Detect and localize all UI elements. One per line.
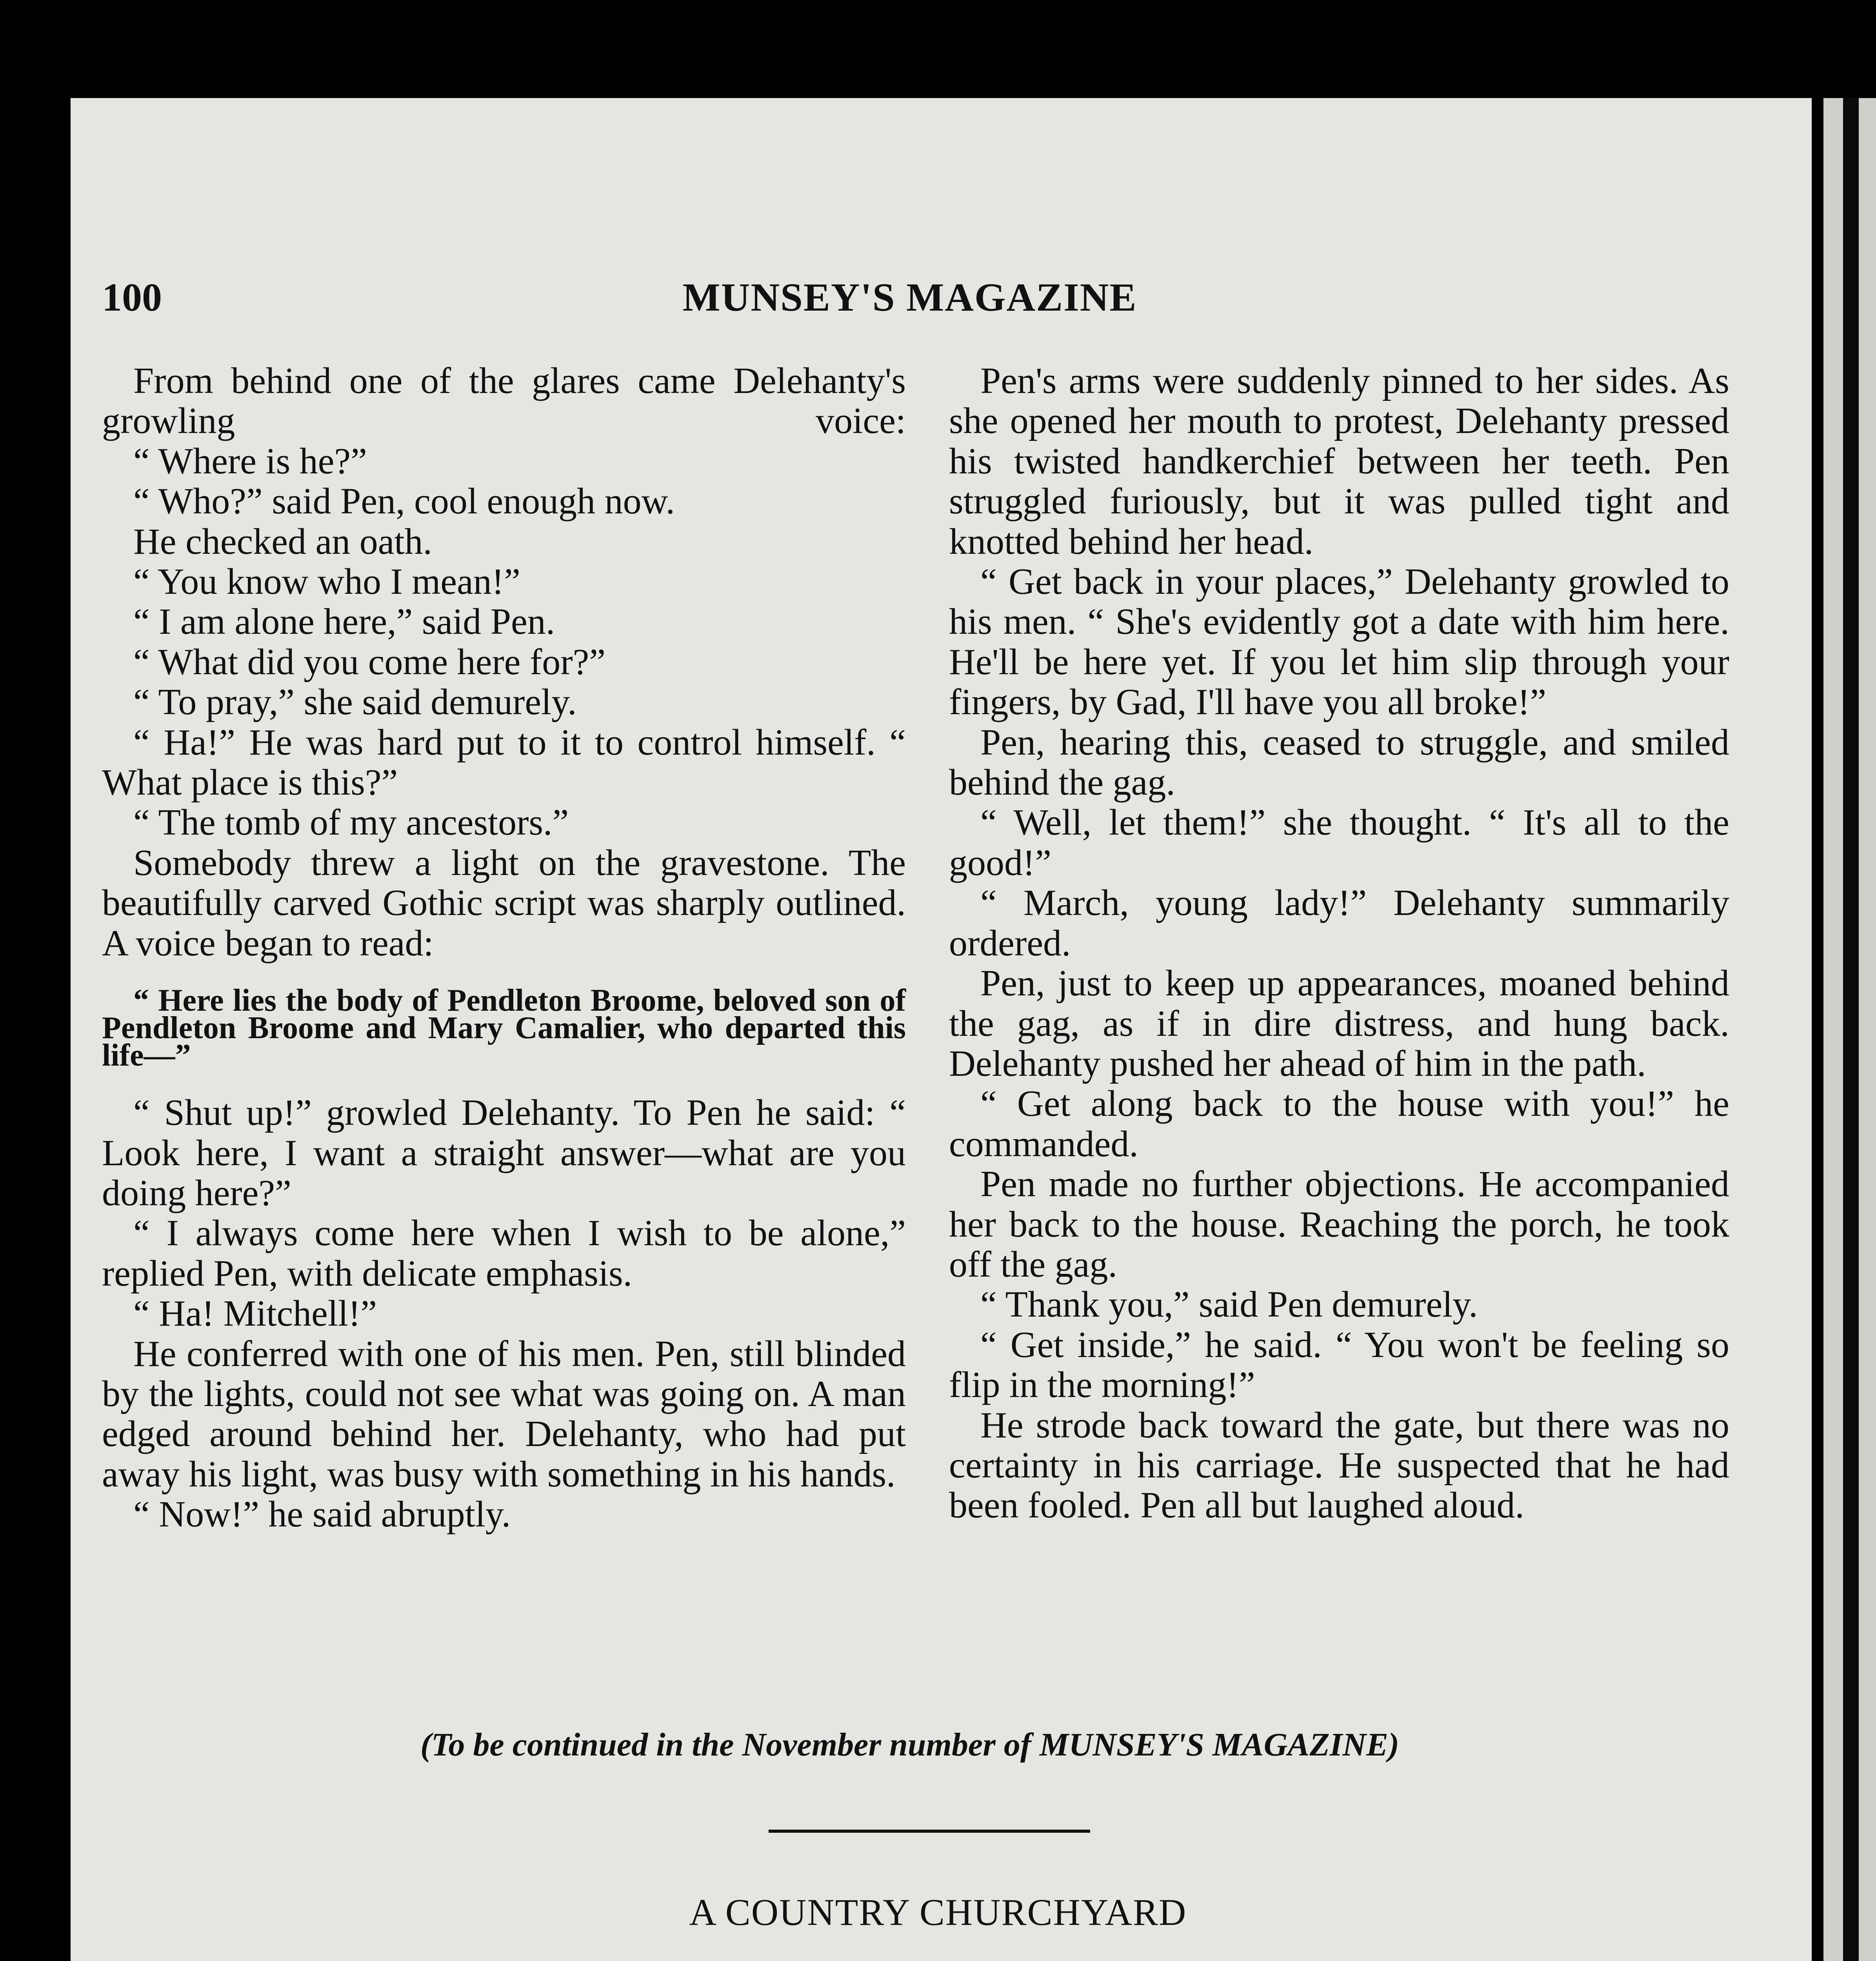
paragraph: He strode back toward the gate, but there was no certainty in his carriage. He suspected that he had been fooled. Pen all but laughed aloud.: [949, 1404, 1729, 1526]
paragraph: “ You know who I mean!”: [133, 561, 520, 602]
paragraph: Pen made no further objections. He accompanied her back to the house. Reaching the porch, he took off the gag.: [949, 1164, 1729, 1285]
right-column: [949, 361, 1729, 1526]
paragraph: “ I always come here when I wish to be alone,” replied Pen, with delicate emphasis.: [102, 1213, 906, 1294]
paragraph: “ The tomb of my ancestors.”: [133, 802, 569, 843]
paragraph: “ Ha! Mitchell!”: [133, 1293, 377, 1334]
paragraph: “ March, young lady!” Delehanty summarily ordered.: [949, 882, 1729, 964]
paragraph: “ Well, let them!” she thought. “ It's all to the good!”: [949, 802, 1729, 883]
paragraph: “ I am alone here,” said Pen.: [133, 601, 555, 642]
page-gutter-shadow: [1843, 98, 1859, 1961]
paragraph: Pen, just to keep up appearances, moaned behind the gag, as if in dire distress, and hung back. Delehanty pushed her ahead of him in the path.: [949, 963, 1729, 1084]
paragraph: “ To pray,” she said demurely.: [133, 682, 577, 723]
left-column: [102, 361, 906, 1535]
paragraph: Pen's arms were suddenly pinned to her sides. As she opened her mouth to protest, Delehanty pressed his twisted handkerchief between her teeth. Pen struggled furiously, but it was pulled tight and knotted behind her head.: [949, 360, 1729, 562]
paragraph: “ Ha!” He was hard put to it to control himself. “ What place is this?”: [102, 722, 906, 803]
paragraph: Somebody threw a light on the gravestone. The beautifully carved Gothic script was sharply outlined. A voice began to read:: [102, 842, 906, 964]
continued-note: (To be continued in the November number of MUNSEY'S MAGAZINE): [420, 1726, 1400, 1763]
paragraph: “ Where is he?”: [133, 440, 367, 482]
running-head: [102, 275, 1718, 329]
paragraph: “ What did you come here for?”: [133, 641, 606, 682]
epitaph-quote: “ Here lies the body of Pendleton Broome, beloved son of Pendleton Broome and Mary Camalier, who departed this life—”: [102, 983, 906, 1073]
paragraph: “ Now!” he said abruptly.: [133, 1494, 511, 1535]
section-divider: [769, 1830, 1090, 1833]
paragraph: He checked an oath.: [133, 521, 433, 562]
paragraph: “ Get inside,” he said. “ You won't be feeling so flip in the morning!”: [949, 1324, 1729, 1406]
magazine-title: MUNSEY'S MAGAZINE: [682, 275, 1137, 320]
page-number: 100: [102, 275, 162, 320]
paragraph: “ Get along back to the house with you!” he commanded.: [949, 1083, 1729, 1164]
paragraph: “ Thank you,” said Pen demurely.: [980, 1284, 1478, 1325]
paragraph: Pen, hearing this, ceased to struggle, and smiled behind the gag.: [949, 722, 1729, 803]
paragraph: From behind one of the glares came Delehanty's growling voice:: [102, 360, 906, 442]
paragraph: “ Shut up!” growled Delehanty. To Pen he said: “ Look here, I want a straight answer—what are you doing here?”: [102, 1092, 906, 1213]
paragraph: He conferred with one of his men. Pen, still blinded by the lights, could not see what was going on. A man edged around behind her. Delehanty, who had put away his light, was busy with something in his hands.: [102, 1333, 906, 1495]
paragraph: “ Get back in your places,” Delehanty growled to his men. “ She's evidently got a date with him here. He'll be here yet. If you let him slip through your fingers, by Gad, I'll have you all broke!”: [949, 561, 1729, 723]
paragraph: “ Who?” said Pen, cool enough now.: [133, 481, 675, 522]
poem-title: A COUNTRY CHURCHYARD: [689, 1891, 1187, 1933]
